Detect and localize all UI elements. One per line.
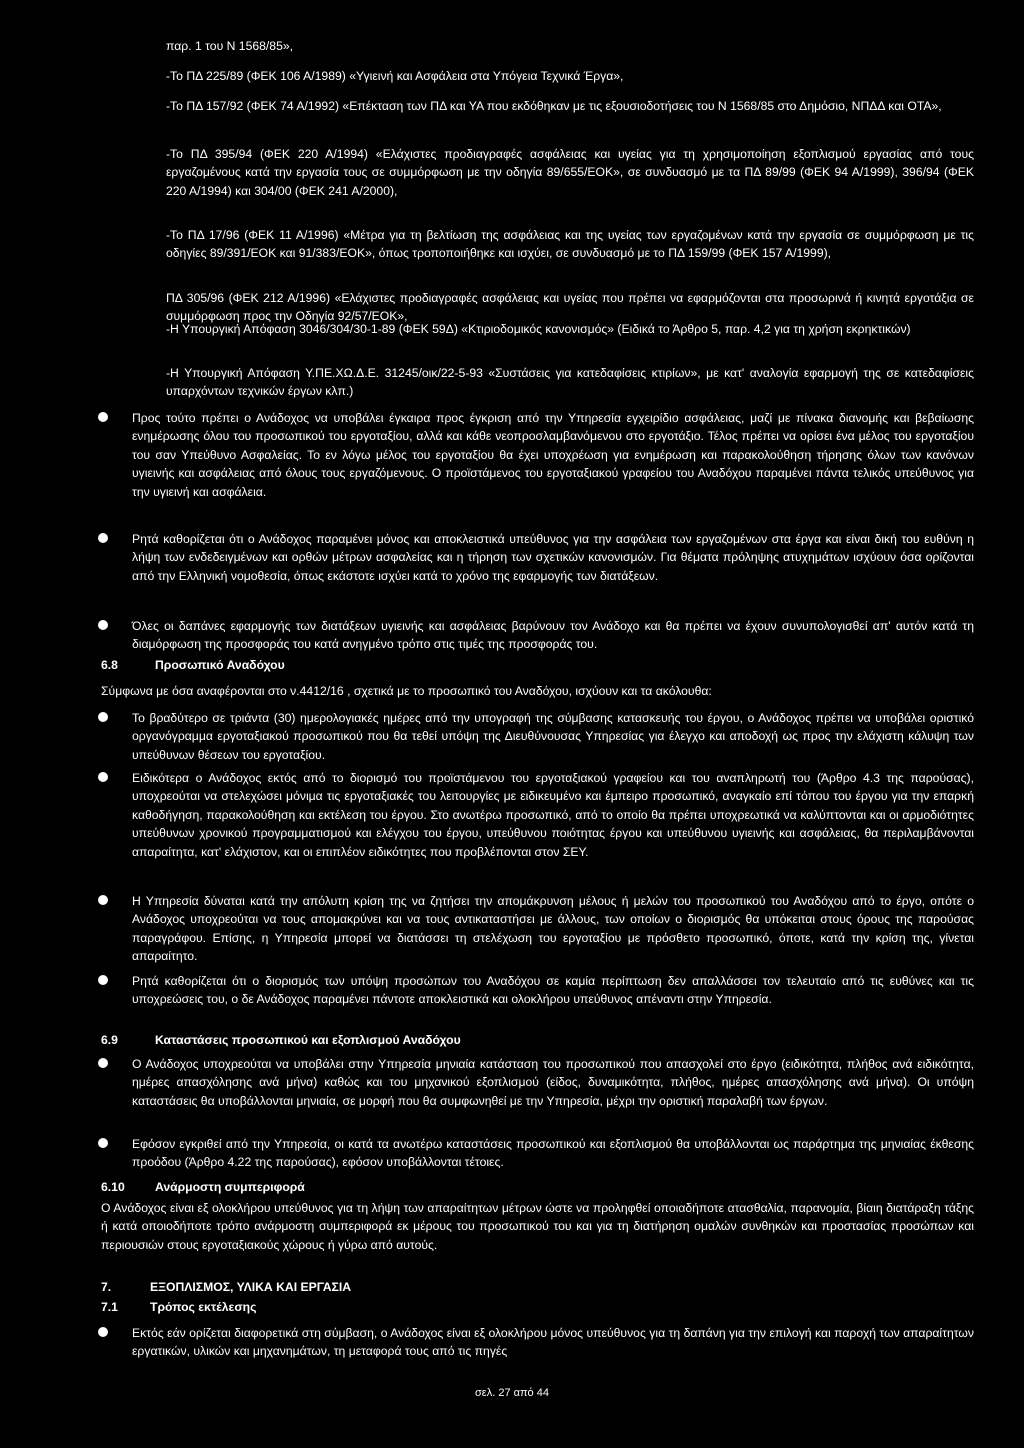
law-item: -Το ΠΔ 225/89 (ΦΕΚ 106 Α/1989) «Υγιεινή και Ασφάλεια στα Υπόγεια Τεχνικά Έργα», <box>166 69 624 83</box>
paragraph: Ο Ανάδοχος υποχρεούται να υποβάλει στην Υπηρεσία μηνιαία κατάσταση του προσωπικού που απασχολεί στο έργο (ειδικότητα, πλήθος ανά ειδικότητα, ημέρες απασχόλησης ανά μήνα) καθώς και του μηχανικού εξοπλισμού (είδος, δυναμικότητα, πλήθος, ημέρες απασχόλησης ανά μήνα). Οι υπόψη καταστάσεις θα υποβάλλονται μηνιαία, σε μορφή που θα συμφωνηθεί με την Υπηρεσία, μέχρι την οριστική παραλαβή των έργων. <box>132 1057 974 1108</box>
paragraph: Εφόσον εγκριθεί από την Υπηρεσία, οι κατά τα ανωτέρω καταστάσεις προσωπικού και εξοπλισμού θα υποβάλλονται ως παράρτημα της μηνιαίας έκθεσης προόδου (Άρθρο 4.22 της παρούσας), εφόσον υποβάλλονται τέτοιες. <box>132 1137 974 1170</box>
section-number: 6.10 <box>101 1180 125 1194</box>
bullet-icon <box>98 620 108 630</box>
bullet-icon <box>98 975 108 985</box>
bullet-icon <box>98 895 108 905</box>
bullet-icon <box>98 412 108 422</box>
paragraph: Όλες οι δαπάνες εφαρμογής των διατάξεων υγιεινής και ασφάλειας βαρύνουν τον Ανάδοχο και θα πρέπει να έχουν συνυπολογισθεί απ' αυτόν κατά τη διαμόρφωση της προσφοράς του κατά ανηγμένο τρόπο στις τιμές της προσφοράς του. <box>132 619 974 652</box>
section-number: 6.8 <box>101 658 118 672</box>
section-number: 6.9 <box>101 1033 118 1047</box>
law-item: -Η Υπουργική Απόφαση Υ.ΠΕ.ΧΩ.Δ.Ε. 31245/οικ/22-5-93 «Συστάσεις για κατεδαφίσεις κτιρίων», με κατ' αναλογία εφαρμογή της σε κατεδαφίσεις υπαρχόντων τεχνικών έργων κλπ.) <box>166 366 974 399</box>
law-item: -Το ΠΔ 17/96 (ΦΕΚ 11 Α/1996) «Μέτρα για τη βελτίωση της ασφάλειας και της υγείας των εργαζομένων κατά την εργασία σε συμμόρφωση με τις οδηγίες 89/391/ΕΟΚ και 91/383/ΕΟΚ», όπως τροποποιήθηκε και ισχύει, σε συνδυασμό με το ΠΔ 159/99 (ΦΕΚ 157 Α/1999), <box>166 228 974 261</box>
paragraph: Η Υπηρεσία δύναται κατά την απόλυτη κρίση της να ζητήσει την απομάκρυνση μέλους ή μελών του προσωπικού του Αναδόχου από το έργο, οπότε ο Ανάδοχος υποχρεούται να τους απομακρύνει και να τους αντικαταστήσει με άλλους, των οποίων ο διορισμός θα υπόκειται στους όρους της παρούσας παραγράφου. Επίσης, η Υπηρεσία μπορεί να διατάσσει τη στελέχωση του εργοταξίου με πρόσθετο προσωπικό, όποτε, κατά την κρίση της, γίνεται απαραίτητο. <box>132 894 974 964</box>
paragraph: Ρητά καθορίζεται ότι ο Ανάδοχος παραμένει μόνος και αποκλειστικά υπεύθυνος για την ασφάλεια των εργαζομένων στα έργα και είναι δική του ευθύνη η λήψη των ενδεδειγμένων και ορθών μέτρων ασφαλείας και η τήρηση των σχετικών κανονισμών. Για θέματα πρόληψης ατυχημάτων ισχύουν όσα ορίζονται από την Ελληνική νομοθεσία, όπως εκάστοτε ισχύει κατά το χρόνο της εφαρμογής των διατάξεων. <box>132 532 974 583</box>
law-item: -Το ΠΔ 157/92 (ΦΕΚ 74 Α/1992) «Επέκταση των ΠΔ και ΥΑ που εκδόθηκαν με τις εξουσιοδοτήσεις του Ν 1568/85 στο Δημόσιο, ΝΠΔΔ και ΟΤΑ», <box>166 99 942 113</box>
section-title: Ανάρμοστη συμπεριφορά <box>155 1180 305 1194</box>
law-item: -Το ΠΔ 395/94 (ΦΕΚ 220 Α/1994) «Ελάχιστες προδιαγραφές ασφάλειας και υγείας για τη χρησιμοποίηση εξοπλισμού εργασίας από τους εργαζομένους κατά την εργασία τους σε συμμόρφωση με την οδηγία 89/655/ΕΟΚ», σε συνδυασμό με τα ΠΔ 89/99 (ΦΕΚ 94 Α/1999), 396/94 (ΦΕΚ 220 Α/1994) και 304/00 (ΦΕΚ 241 Α/2000), <box>166 147 974 198</box>
law-item: -Η Υπουργική Απόφαση 3046/304/30-1-89 (ΦΕΚ 59Δ) «Κτιριοδομικός κανονισμός» (Ειδικά το Άρθρο 5, παρ. 4,2 για τη χρήση εκρηκτικών) <box>166 322 911 336</box>
paragraph: Προς τούτο πρέπει ο Ανάδοχος να υποβάλει έγκαιρα προς έγκριση από την Υπηρεσία εγχειρίδιο ασφάλειας, μαζί με πίνακα διανομής και βεβαίωσης ενημέρωσης όλου του προσωπικού του εργοταξίου, αλλά και κάθε νεοπροσλαμβανόμενου στο εργοτάξιο. Τέλος πρέπει να ορίσει ένα μέλος του εργοταξίου του σαν Υπεύθυνο Ασφαλείας. Το εν λόγω μέλος του εργοταξίου θα έχει υποχρέωση για ενημέρωση και παρακολούθηση τήρησης όλων των κανόνων υγιεινής και ασφάλειας από όλους τους εργαζόμενους. Ο προϊστάμενος του εργοταξιακού γραφείου του Αναδόχου παραμένει πάντα τελικός υπεύθυνος για την υγιεινή και ασφάλεια. <box>132 411 974 499</box>
bullet-icon <box>98 1138 108 1148</box>
bullet-icon <box>98 1327 108 1337</box>
law-item: παρ. 1 του Ν 1568/85», <box>166 39 294 53</box>
section-title: ΕΞΟΠΛΙΣΜΟΣ, ΥΛΙΚΑ ΚΑΙ ΕΡΓΑΣΙΑ <box>150 1280 352 1294</box>
section-title: Καταστάσεις προσωπικού και εξοπλισμού Αναδόχου <box>155 1033 461 1047</box>
paragraph: Σύμφωνα με όσα αναφέρονται στο ν.4412/16 , σχετικά με το προσωπικό του Αναδόχου, ισχύουν και τα ακόλουθα: <box>101 684 712 698</box>
law-item: ΠΔ 305/96 (ΦΕΚ 212 Α/1996) «Ελάχιστες προδιαγραφές ασφάλειας και υγείας που πρέπει να εφαρμόζονται στα προσωρινά ή κινητά εργοτάξια σε συμμόρφωση προς την Οδηγία 92/57/ΕΟΚ», <box>166 291 974 324</box>
bullet-icon <box>98 772 108 782</box>
bullet-icon <box>98 1058 108 1068</box>
bullet-icon <box>98 712 108 722</box>
section-title: Προσωπικό Αναδόχου <box>155 658 285 672</box>
paragraph: Ειδικότερα ο Ανάδοχος εκτός από το διορισμό του προϊστάμενου του εργοταξιακού γραφείου και του αναπληρωτή του (Άρθρο 4.3 της παρούσας), υποχρεούται να στελεχώσει μόνιμα τις εργοταξιακές του λειτουργίες με ειδικευμένο και έμπειρο προσωπικό, αναγκαίο επί τόπου του έργου για την επαρκή καθοδήγηση, παρακολούθηση και εκτέλεση του έργου. Στο ανωτέρω προσωπικό, από το οποίο θα πρέπει υποχρεωτικά να καλύπτονται και οι αρμοδιότητες υπεύθυνων χρονικού προγραμματισμού και ελέγχου του έργου, υπεύθυνου ποιότητας έργου και υπεύθυνου υγιεινής και ασφάλειας, θα περιλαμβάνονται απαραίτητα, κατ' ελάχιστον, και οι επιπλέον ειδικότητες που προβλέπονται στον ΣΕΥ. <box>132 771 974 859</box>
paragraph: Ο Ανάδοχος είναι εξ ολοκλήρου υπεύθυνος για τη λήψη των απαραίτητων μέτρων ώστε να προληφθεί οποιαδήποτε ατασθαλία, παρανομία, βίαιη διατάραξη τάξης ή κατά οποιοδήποτε τρόπο ανάρμοστη συμπεριφορά εκ μέρους του προσωπικού του και για τη διατήρηση ομαλών συνθηκών και προστασίας προσώπων και περιουσιών στους εργοταξιακούς χώρους ή γύρω από αυτούς. <box>101 1201 974 1252</box>
paragraph: Εκτός εάν ορίζεται διαφορετικά στη σύμβαση, ο Ανάδοχος είναι εξ ολοκλήρου μόνος υπεύθυνος για τη δαπάνη για την επιλογή και παροχή των απαραίτητων εργατικών, υλικών και μηχανημάτων, τη μεταφορά τους από τις πηγές <box>132 1326 974 1359</box>
section-number: 7. <box>101 1280 112 1294</box>
paragraph: Το βραδύτερο σε τριάντα (30) ημερολογιακές ημέρες από την υπογραφή της σύμβασης κατασκευής του έργου, ο Ανάδοχος πρέπει να υποβάλει οριστικό οργανόγραμμα εργοταξιακού προσωπικού που θα τεθεί υπόψη της Διευθύνουσας Υπηρεσίας για έλεγχο και αποδοχή ως προς την ελάχιστη κάλυψη των υπεύθυνων θέσεων του εργοταξίου. <box>132 711 974 762</box>
page-number: σελ. 27 από 44 <box>475 1387 549 1399</box>
bullet-icon <box>98 533 108 543</box>
section-number: 7.1 <box>101 1300 118 1314</box>
paragraph: Ρητά καθορίζεται ότι ο διορισμός των υπόψη προσώπων του Αναδόχου σε καμία περίπτωση δεν απαλλάσσει τον τελευταίο από τις ευθύνες και τις υποχρεώσεις του, ο δε Ανάδοχος παραμένει πάντοτε αποκλειστικά και ολοκλήρου υπεύθυνος απέναντι στην Υπηρεσία. <box>132 974 974 1007</box>
section-title: Τρόπος εκτέλεσης <box>150 1300 257 1314</box>
